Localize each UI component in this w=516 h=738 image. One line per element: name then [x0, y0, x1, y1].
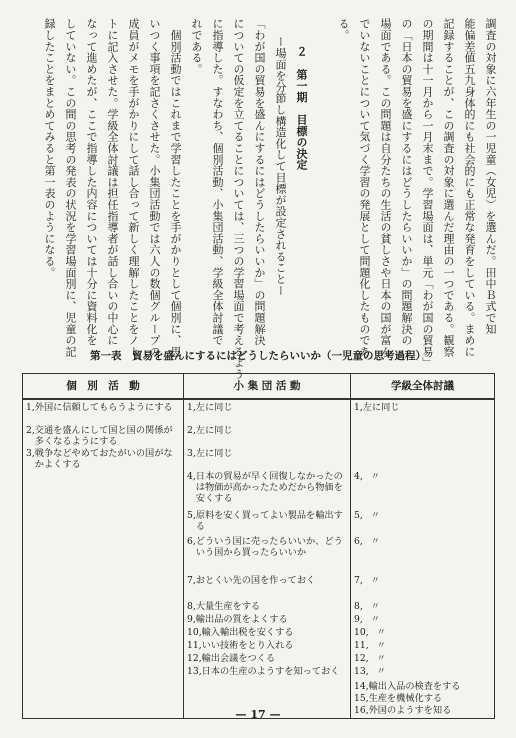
- item-text: 輸出品の質をよくする: [195, 614, 288, 625]
- item-number: 4,: [187, 471, 196, 482]
- item-text: 生産を機械化する: [368, 693, 443, 704]
- item-text: いい技術をとり入れる: [201, 640, 294, 651]
- item-text: 日本の貿易が早く回復しなかったのは物価が高かったためだから物価を安くする: [195, 471, 343, 505]
- page-number: — 17 —: [235, 708, 281, 721]
- list-item: [187, 614, 347, 625]
- item-text: 左に同じ: [195, 448, 233, 459]
- item-text: 輸出会議をつくる: [201, 653, 276, 664]
- item-text: 大量生産をする: [195, 601, 261, 612]
- item-text: 交通を盛んにして国と国の関係が多くなるようにする: [34, 425, 173, 448]
- list-item: [187, 471, 347, 505]
- item-number: 3,: [26, 448, 35, 459]
- ditto-mark: 〃: [376, 653, 386, 664]
- thinking-process-table: [22, 373, 495, 719]
- ditto-mark: 〃: [370, 510, 380, 521]
- item-number: 3,: [187, 448, 196, 459]
- list-item: [187, 601, 347, 612]
- list-item: [26, 402, 180, 413]
- item-number: 8,: [354, 601, 363, 612]
- body-line: でいないことについて気づく学習の発展として問題化したものであ: [358, 18, 371, 357]
- body-line: 調査の対象に六年生の一児童（女児）を選んだ。田中Ｂ式で知: [484, 18, 497, 335]
- body-line: していない。この間の思考の発表の状況を学習場面別に、児童の記: [64, 18, 77, 357]
- ditto-mark: 〃: [370, 536, 380, 547]
- list-item: [354, 640, 491, 651]
- item-number: 5,: [354, 510, 363, 521]
- ditto-mark: 〃: [376, 640, 386, 651]
- body-line: についての仮定を立てることについては、三つの学習場面で考えるよう: [232, 18, 245, 380]
- list-item: [354, 681, 491, 692]
- item-number: 6,: [354, 536, 363, 547]
- item-number: 4,: [354, 471, 363, 482]
- item-text: 左に同じ: [195, 402, 233, 413]
- item-number: 10,: [354, 627, 369, 638]
- body-line: 録したことをまとめてみると第一表のようになる。: [43, 18, 56, 278]
- body-line: 成員がメモを手がかりにして話し合って新しく理解したことをノー: [127, 18, 140, 357]
- item-text: おとくい先の国を作っておく: [195, 575, 316, 586]
- list-item: [354, 601, 491, 612]
- item-number: 2,: [26, 425, 35, 436]
- list-item: [187, 666, 347, 677]
- item-number: 9,: [187, 614, 196, 625]
- body-line: いつく事項を記さくさせた。小集団活動では六人の数個グループの: [148, 18, 161, 357]
- list-item: [354, 471, 491, 482]
- item-number: 11,: [187, 640, 202, 651]
- list-item: [354, 693, 491, 704]
- body-line: の「日本の貿易を盛にするにはどうしたらいいか」の問題解決の: [400, 18, 413, 346]
- item-number: 8,: [187, 601, 196, 612]
- body-line: 個別活動ではこれまで学習したことを手がかりとして個別に、思: [169, 18, 182, 357]
- item-text: 左に同じ: [362, 402, 400, 413]
- item-number: 6,: [187, 536, 196, 547]
- item-number: 5,: [187, 510, 196, 521]
- item-number: 16,: [354, 705, 369, 716]
- item-text: 外国に信頼してもらうようにする: [34, 402, 173, 413]
- header-class-discussion: 学級全体討議: [351, 374, 495, 400]
- ditto-mark: 〃: [370, 471, 380, 482]
- class-discussion-column: [351, 399, 495, 719]
- item-number: 2,: [187, 425, 196, 436]
- item-number: 7,: [354, 575, 363, 586]
- item-text: どういう国に売ったらいいか、どういう国から買ったらいいか: [195, 536, 343, 559]
- header-individual: 個 別 活 動: [23, 374, 184, 400]
- list-item: [187, 425, 347, 436]
- body-line: 記録することが、この調査の対象に選んだ理由の一つである。観察: [442, 18, 455, 357]
- body-line: れである。: [190, 18, 203, 75]
- ditto-mark: 〃: [376, 666, 386, 677]
- body-line: る。: [337, 18, 350, 41]
- item-number: 11,: [354, 640, 369, 651]
- list-item: [354, 575, 491, 586]
- ditto-mark: 〃: [370, 601, 380, 612]
- list-item: [187, 402, 347, 413]
- table-caption: 第一表 貿易を盛んにするにはどうしたらいいか（一児童の思考過程）: [90, 350, 426, 362]
- item-text: 戦争などやめておたがいの国がなかよくする: [34, 448, 173, 471]
- list-item: [354, 627, 491, 638]
- item-number: 9,: [354, 614, 363, 625]
- item-text: 日本の生産のようすを知っておく: [201, 666, 340, 677]
- item-text: 輸出入品の検査をする: [368, 681, 461, 692]
- section-heading: ２ 第一期 目標の決定: [295, 46, 308, 171]
- list-item: [187, 627, 347, 638]
- item-number: 12,: [187, 653, 202, 664]
- list-item: [354, 402, 491, 413]
- list-item: [354, 653, 491, 664]
- item-text: 原料を安く買ってよい製品を輸出する: [195, 510, 343, 533]
- section-subheading: ー場面を分節し構造化して目標が設定されることー: [274, 36, 287, 296]
- list-item: [354, 510, 491, 521]
- item-text: 輸入輸出税を安くする: [201, 627, 294, 638]
- body-line: の期間は十一月から一月末まで。学習場面は、単元「わが国の貿易」: [421, 18, 434, 369]
- list-item: [354, 666, 491, 677]
- item-number: 7,: [187, 575, 196, 586]
- list-item: [187, 640, 347, 651]
- ditto-mark: 〃: [376, 627, 386, 638]
- body-line: 能偏差値五九身体的にも社会的にも正常な発育をしている。まめに: [463, 18, 476, 357]
- body-line: 「わが国の貿易を盛んにするにはどうしたらいいか」の問題解決: [253, 18, 266, 346]
- small-group-column: [184, 399, 351, 719]
- item-number: 15,: [354, 693, 369, 704]
- list-item: [354, 614, 491, 625]
- list-item: [187, 510, 347, 532]
- body-line: 場面である。この問題は自分たちの生活の貧しさや日本の国が富ん: [379, 18, 392, 357]
- individual-column: [23, 399, 184, 719]
- item-number: 1,: [354, 402, 363, 413]
- item-number: 13,: [187, 666, 202, 677]
- ditto-mark: 〃: [370, 575, 380, 586]
- list-item: [26, 448, 180, 470]
- item-number: 12,: [354, 653, 369, 664]
- header-small-group: 小 集 団 活 動: [184, 374, 351, 400]
- item-number: 13,: [354, 666, 369, 677]
- item-number: 1,: [187, 402, 196, 413]
- item-number: 10,: [187, 627, 202, 638]
- body-line: なって進めたが、ここで指導した内容については十分に資料化を: [85, 18, 98, 346]
- item-number: 1,: [26, 402, 35, 413]
- list-item: [354, 536, 491, 547]
- list-item: [187, 653, 347, 664]
- list-item: [26, 425, 180, 447]
- list-item: [187, 536, 347, 558]
- item-number: 14,: [354, 681, 369, 692]
- body-line: トに記入させた。学級全体討議は担任指導者が話し合いの中心に: [106, 18, 119, 346]
- body-line: に指導した。すなわち、個別活動、小集団活動、学級全体討議で: [211, 18, 224, 346]
- ditto-mark: 〃: [370, 614, 380, 625]
- list-item: [187, 448, 347, 459]
- item-text: 外国のようすを知る: [368, 705, 452, 716]
- list-item: [187, 575, 347, 586]
- item-text: 左に同じ: [195, 425, 233, 436]
